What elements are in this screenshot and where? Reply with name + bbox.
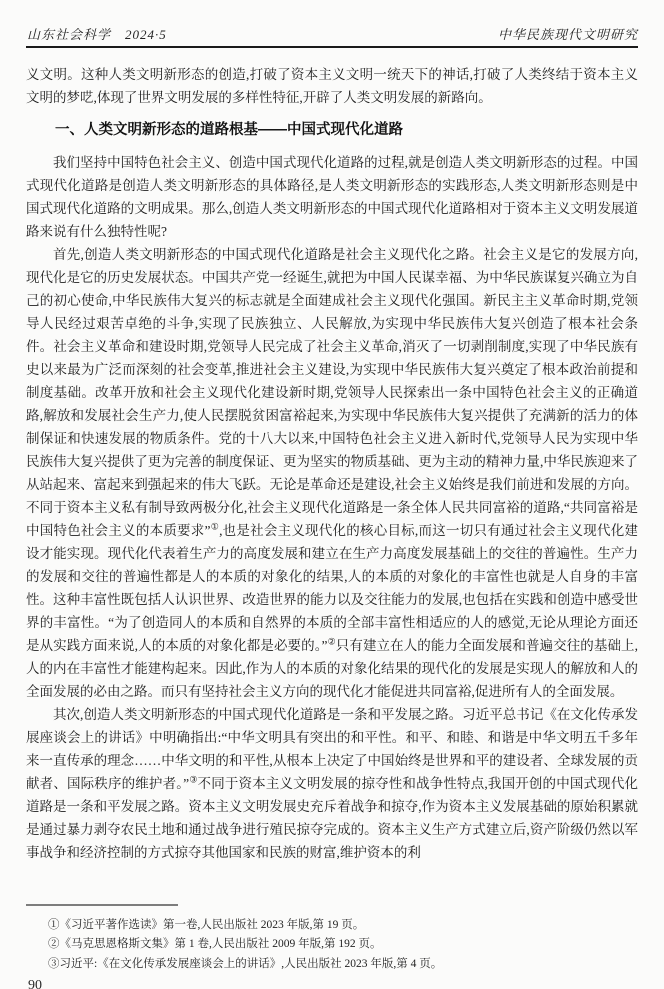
paragraph-intro: 我们坚持中国特色社会主义、创造中国式现代化道路的过程,就是创造人类文明新形态的过程。中国式现代化道路是创造人类文明新形态的具体路径,是人类文明新形态的实践形态,人类文明新形态则是中国式现代化道路的文明成果。那么,创造人类文明新形态的中国式现代化道路相对于资本主义文明发展道路来说有什么独特性呢? — [26, 155, 638, 239]
footnote-3: ③习近平:《在文化传承发展座谈会上的讲话》,人民出版社 2023 年版,第 4 页。 — [48, 957, 443, 970]
header-rule — [26, 46, 638, 48]
paragraph-second-point: 其次,创造人类文明新形态的中国式现代化道路是一条和平发展之路。习近平总书记《在文化传承发展座谈会上的讲话》中明确指出:“中华文明具有突出的和平性。和平、和睦、和谐是中华文明五千多年来一直传承的理念……中华文明的和平性,从根本上决定了中国始终是世界和平的建设者、全球发展的贡献者、国际秩序的维护者。”③不同于资本主义文明发展的掠夺性和战争性特点,我国开创的中国式现代化道路是一条和平发展之路。资本主义文明发展史充斥着战争和掠夺,作为资本主义发展基础的原始积累就是通过暴力剥夺农民土地和通过战争进行殖民掠夺完成的。资本主义生产方式建立后,资产阶级仍然以军事战争和经济控制的方式掠夺其他国家和民族的财富,维护资本的利 — [26, 707, 638, 860]
footnote-area — [26, 904, 638, 974]
paragraph-first-point: 首先,创造人类文明新形态的中国式现代化道路是社会主义现代化之路。社会主义是它的发展方向,现代化是它的历史发展状态。中国共产党一经诞生,就把为中国人民谋幸福、为中华民族谋复兴确立为自己的初心使命,中华民族伟大复兴的标志就是全面建成社会主义现代化强国。新民主主义革命时期,党领导人民经过艰苦卓绝的斗争,实现了民族独立、人民解放,为实现中华民族伟大复兴创造了根本社会条件。社会主义革命和建设时期,党领导人民完成了社会主义革命,消灭了一切剥削制度,实现了中华民族有史以来最为广泛而深刻的社会变革,推进社会主义建设,为实现中华民族伟大复兴奠定了根本政治前提和制度基础。改革开放和社会主义现代化建设新时期,党领导人民探索出一条中国特色社会主义的正确道路,解放和发展社会生产力,使人民摆脱贫困富裕起来,为实现中华民族伟大复兴提供了充满新的活力的体制保证和快速发展的物质条件。党的十八大以来,中国特色社会主义进入新时代,党领导人民为实现中华民族伟大复兴提供了更为完善的制度保证、更为坚实的物质基础、更为主动的精神力量,中华民族迎来了从站起来、富起来到强起来的伟大飞跃。无论是革命还是建设,社会主义始终是我们前进和发展的方向。不同于资本主义私有制导致两极分化,社会主义现代化道路是一条全体人民共同富裕的道路,“共同富裕是中国特色社会主义的本质要求”①,也是社会主义现代化的核心目标,而这一切只有通过社会主义现代化建设才能实现。现代化代表着生产力的高度发展和建立在生产力高度发展基础上的交往的普遍性。生产力的发展和交往的普遍性都是人的本质的对象化的结果,人的本质的对象化的丰富性也就是人自身的丰富性。这种丰富性既包括人认识世界、改造世界的能力以及交往能力的发展,也包括在实践和创造中感受世界的丰富性。“为了创造同人的本质和自然界的本质的全部丰富性相适应的人的感觉,无论从理论方面还是从实践方面来说,人的本质的对象化都是必要的。”②只有建立在人的能力全面发展和普遍交往的基础上,人的内在丰富性才能建构起来。因此,作为人的本质的对象化结果的现代化的发展是实现人的解放和人的全面发展的必由之路。而只有坚持社会主义方向的现代化才能促进共同富裕,促进所有人的全面发展。 — [26, 247, 639, 699]
paragraph-continuation: 义文明。这种人类文明新形态的创造,打破了资本主义文明一统天下的神话,打破了人类终结于资本主义文明的梦呓,体现了世界文明发展的多样性特征,开辟了人类文明发展的新路向。 — [26, 67, 638, 105]
column-title: 中华民族现代文明研究 — [497, 27, 638, 42]
footnote-separator — [26, 904, 178, 906]
page-header — [27, 24, 638, 43]
footnote-1: ①《习近平著作选读》第一卷,人民出版社 2023 年版,第 19 页。 — [48, 918, 365, 931]
page-number: 90 — [28, 978, 42, 989]
section-heading: 一、人类文明新形态的道路根基——中国式现代化道路 — [55, 122, 403, 138]
article-body — [26, 63, 638, 864]
footnote-2: ②《马克思恩格斯文集》第 1 卷,人民出版社 2009 年版,第 192 页。 — [48, 938, 382, 950]
journal-title: 山东社会科学 2024·5 — [27, 27, 167, 42]
